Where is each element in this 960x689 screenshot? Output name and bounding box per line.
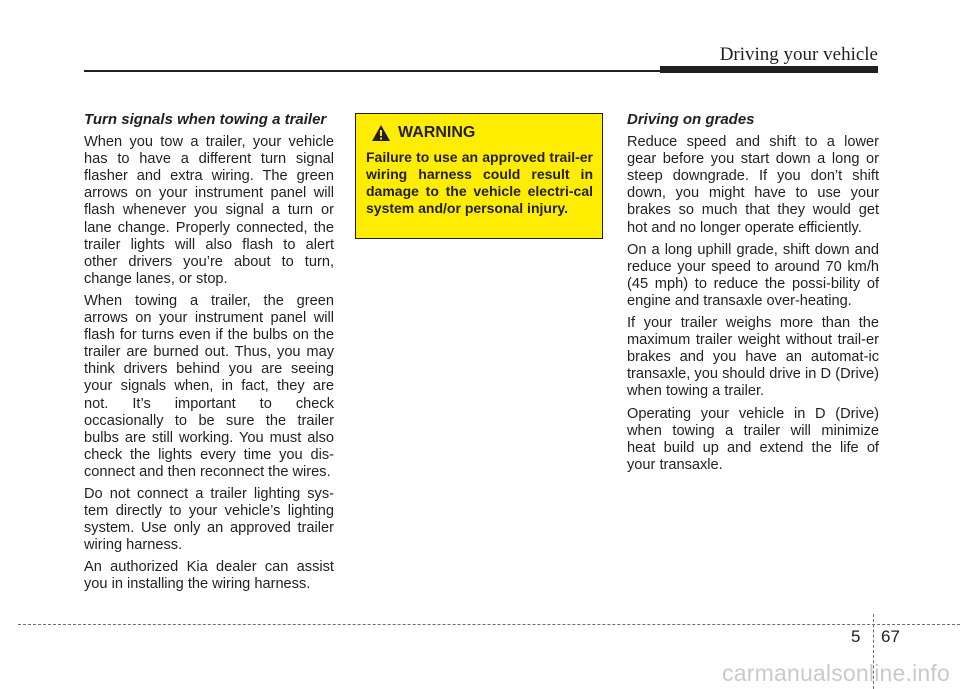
left-paragraph: When you tow a trailer, your vehicle has to have a different turn signal flasher and extra wiring. The green arrows on your instrument panel will flash whenever you signal a turn or lane change. Properly connected, the trailer lights will also flash to alert other drivers you’re about to turn, change lanes, or stop.: [84, 134, 334, 287]
left-paragraph: Do not connect a trailer lighting sys-tem directly to your vehicle’s lighting system. Use only an approved trailer wiring harness.: [84, 485, 334, 554]
right-paragraph: Reduce speed and shift to a lower gear before you start down a long or steep downgrade. If you don’t shift down, you might have to use your brakes so much that they would get hot and no longer operate efficiently.: [627, 134, 879, 236]
header-rule: [84, 70, 662, 72]
footer-rule: [18, 624, 960, 625]
warning-box: [355, 113, 603, 239]
right-heading: Driving on grades: [627, 111, 755, 128]
left-heading: Turn signals when towing a trailer: [84, 111, 327, 128]
header-rule-thick: [660, 66, 878, 73]
right-column: [627, 111, 879, 479]
chapter-number: 5: [851, 627, 861, 646]
right-paragraph: Operating your vehicle in D (Drive) when towing a trailer will minimize heat build up and extend the life of your transaxle.: [627, 405, 879, 473]
left-paragraph: An authorized Kia dealer can assist you in installing the wiring harness.: [84, 559, 334, 593]
watermark: carmanualsonline.info: [722, 660, 950, 686]
warning-title: WARNING: [398, 124, 476, 141]
right-paragraph: On a long uphill grade, shift down and reduce your speed to around 70 km/h (45 mph) to reduce the possi-bility of engine and transaxle over-heating.: [627, 241, 879, 309]
section-title: Driving your vehicle: [719, 44, 878, 65]
warning-header: [371, 124, 593, 142]
warning-text: Failure to use an approved trail-er wiring harness could result in damage to the vehicle electri-cal system and/or personal injury.: [366, 149, 593, 216]
right-paragraph: If your trailer weighs more than the maximum trailer weight without trail-er brakes and you have an automat-ic transaxle, you should drive in D (Drive) when towing a trailer.: [627, 315, 879, 400]
page-number: 67: [881, 627, 900, 646]
left-paragraph: When towing a trailer, the green arrows on your instrument panel will flash for turns even if the bulbs on the trailer are burned out. Thus, you may think drivers behind you are seeing your signals when, in fact, they are not. It’s important to check occasionally to be sure the trailer bulbs are still working. You must also check the lights every time you dis-connect and then reconnect the wires.: [84, 292, 334, 480]
left-column: [84, 111, 334, 599]
warning-triangle-icon: [371, 124, 391, 142]
